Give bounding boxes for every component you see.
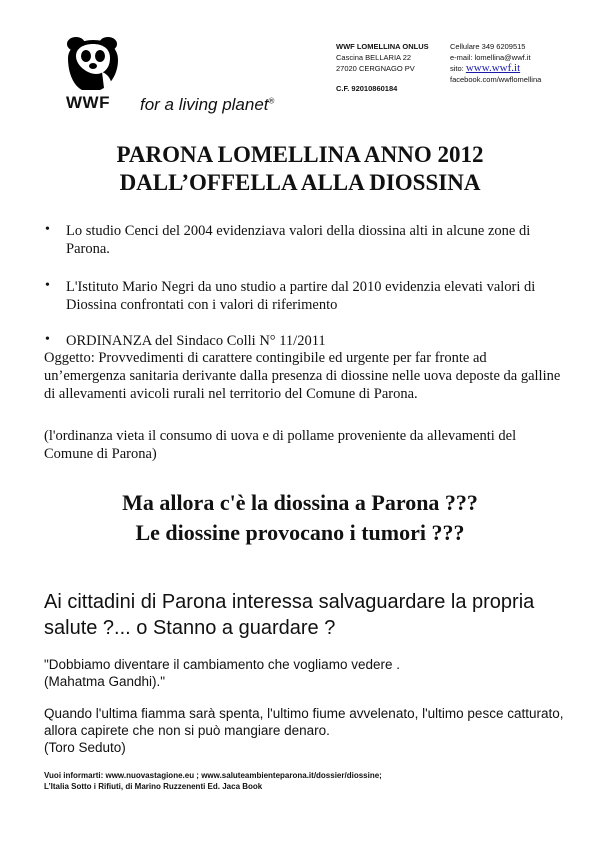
site-label: sito: bbox=[450, 64, 466, 73]
footer-book: L’Italia Sotto i Rifiuti, di Marino Ruzzenenti Ed. Jaca Book bbox=[44, 782, 263, 791]
bullet-cenci-study: Lo studio Cenci del 2004 evidenziava valori della diossina alti in alcune zone di Parona. bbox=[66, 223, 531, 257]
email: e-mail: lomellina@wwf.it bbox=[450, 53, 531, 62]
fiscal-code: C.F. 92010860184 bbox=[336, 84, 398, 93]
org-block bbox=[336, 41, 429, 74]
org-address-line1: Cascina BELLARIA 22 bbox=[336, 53, 412, 62]
title-line2: DALL’OFFELLA ALLA DIOSSINA bbox=[119, 170, 481, 195]
gandhi-quote bbox=[44, 656, 564, 690]
toro-seduto-quote bbox=[44, 705, 564, 756]
bullet-marker: • bbox=[45, 222, 50, 237]
bullet-marker: • bbox=[45, 278, 50, 293]
gandhi-quote-author: (Mahatma Gandhi)." bbox=[44, 674, 166, 689]
toro-seduto-quote-author: (Toro Seduto) bbox=[44, 740, 126, 755]
facebook: facebook.com/wwflomellina bbox=[450, 75, 542, 84]
tagline-text: for a living planet bbox=[140, 95, 269, 114]
tagline bbox=[140, 95, 274, 115]
gandhi-quote-text: "Dobbiamo diventare il cambiamento che vogliamo vedere . bbox=[44, 657, 400, 672]
ordinanza-subject: Oggetto: Provvedimenti di carattere contingibile ed urgente per far fronte ad un’emergenza sanitaria derivante dalla presenza di diossine nelle uova deposte da galline di allevamenti avicoli rurali nel territorio del Comune di Parona. bbox=[44, 350, 561, 402]
footer-links: Vuoi informarti: www.nuovastagione.eu ; www.saluteambienteparona.it/dossier/diossine; bbox=[44, 771, 382, 780]
ordinanza-note: (l'ordinanza vieta il consumo di uova e di pollame proveniente da allevamenti del Comune di Parona) bbox=[44, 428, 517, 462]
phone: Cellulare 349 6209515 bbox=[450, 42, 526, 51]
org-name: WWF LOMELLINA ONLUS bbox=[336, 42, 429, 51]
bullet-ordinanza: ORDINANZA del Sindaco Colli N° 11/2011 bbox=[66, 333, 326, 349]
contact-block bbox=[450, 41, 541, 85]
toro-seduto-quote-text: Quando l'ultima fiamma sarà spenta, l'ultimo fiume avvelenato, l'ultimo pesce catturato, allora capirete che non si può mangiare denaro. bbox=[44, 706, 564, 738]
site bbox=[450, 63, 541, 74]
panda-logo-icon bbox=[62, 36, 124, 92]
question-tumors: Le diossine provocano i tumori ??? bbox=[135, 520, 465, 545]
citizen-appeal: Ai cittadini di Parona interessa salvaguardare la propria salute ?... o Stanno a guardare ? bbox=[44, 591, 535, 639]
site-link[interactable]: www.wwf.it bbox=[465, 62, 521, 74]
title-line1: PARONA LOMELLINA ANNO 2012 bbox=[116, 142, 484, 167]
logo-text: WWF bbox=[66, 93, 110, 112]
bullet-marker: • bbox=[45, 332, 50, 347]
footer bbox=[44, 770, 382, 792]
registered-mark: ® bbox=[268, 96, 275, 106]
org-address-line2: 27020 CERGNAGO PV bbox=[336, 64, 415, 73]
bullet-mario-negri: L'Istituto Mario Negri da uno studio a partire dal 2010 evidenzia elevati valori di Diossina confrontati con i valori di riferimento bbox=[66, 279, 536, 313]
question-dioxin: Ma allora c'è la diossina a Parona ??? bbox=[122, 490, 478, 515]
